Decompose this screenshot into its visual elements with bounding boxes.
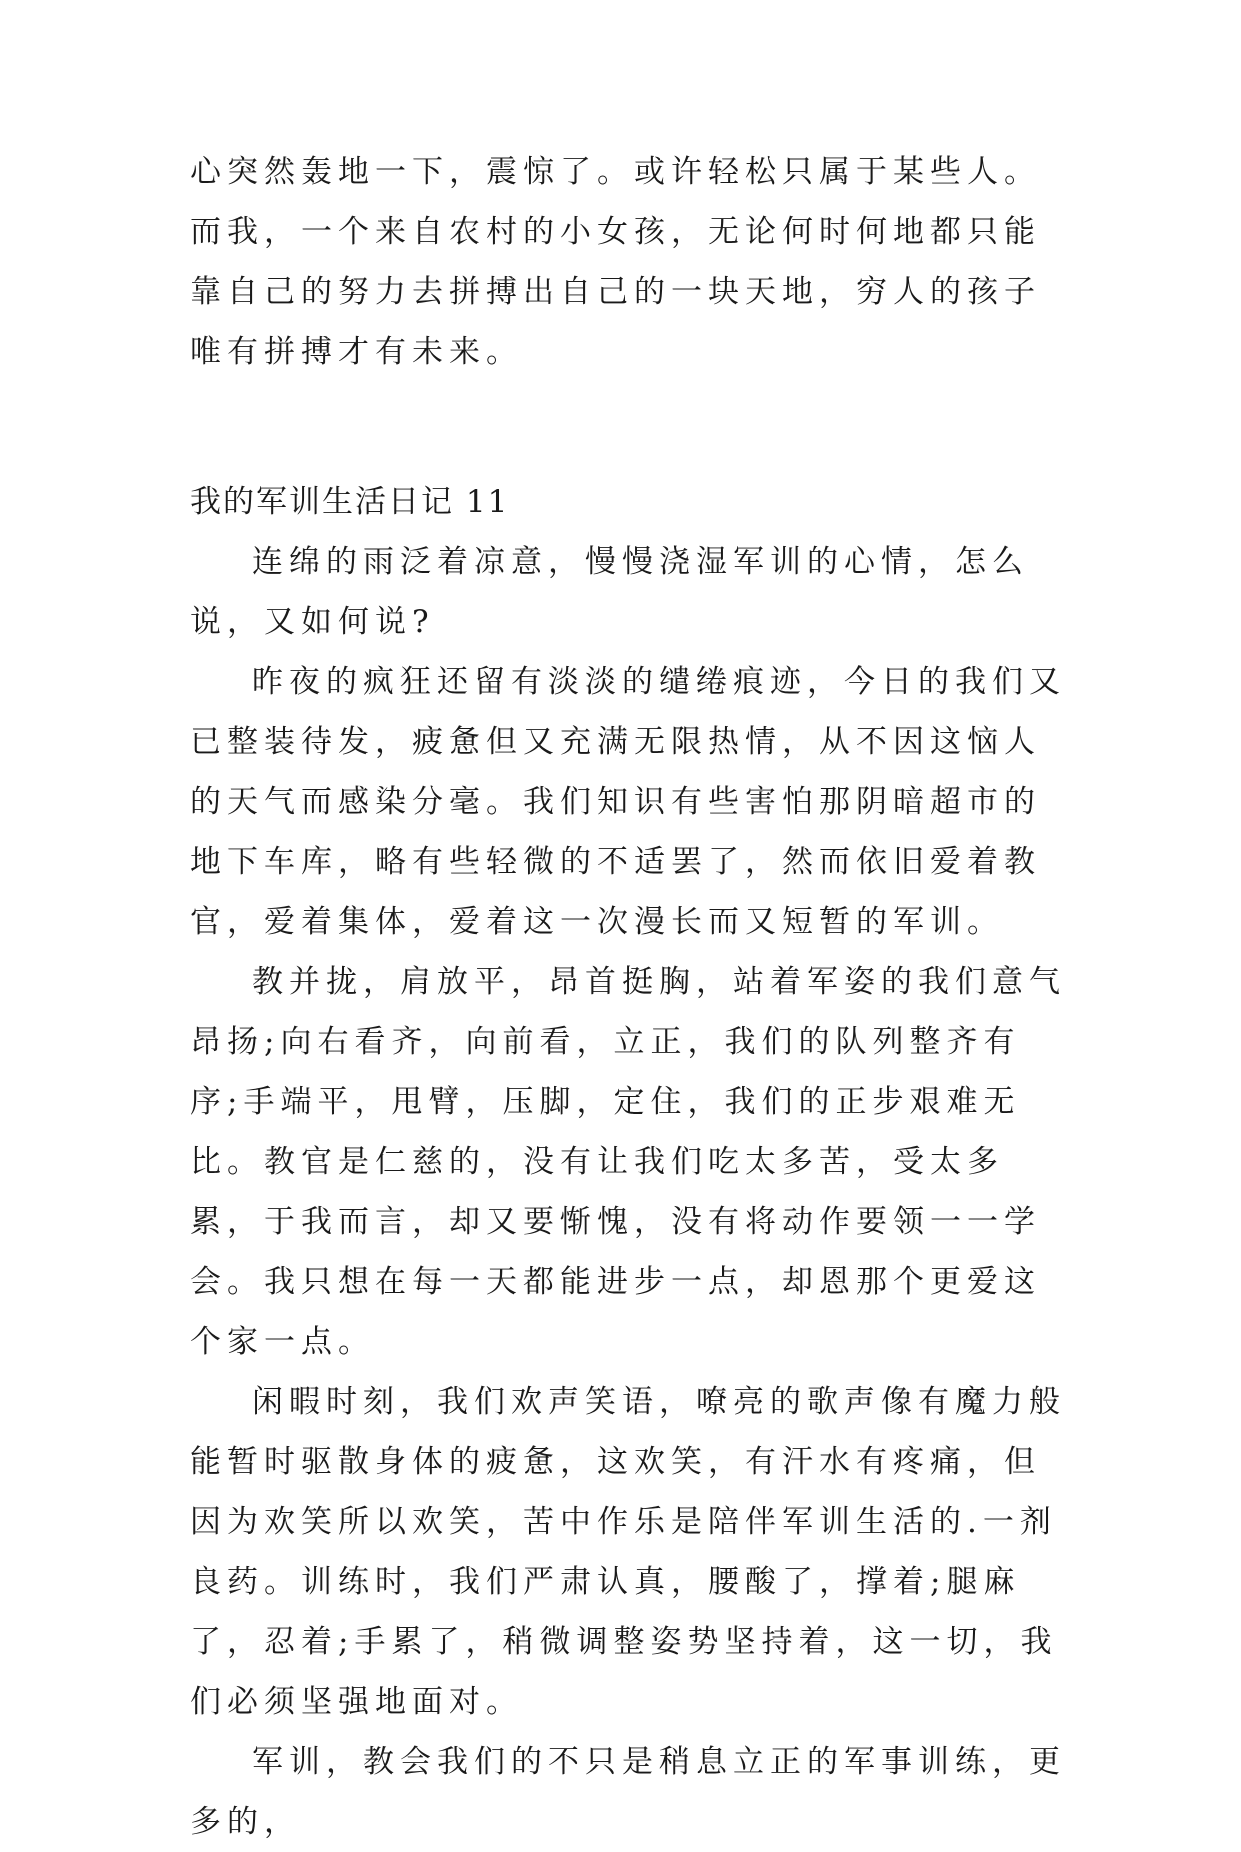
document-body xyxy=(190,142,1070,1852)
paragraph: 连绵的雨泛着凉意，慢慢浇湿军训的心情，怎么说，又如何说? xyxy=(190,544,1029,640)
intro-paragraph: 心突然轰地一下，震惊了。或许轻松只属于某些人。而我，一个来自农村的小女孩，无论何时何地都只能靠自己的努力去拼搏出自己的一块天地，穷人的孩子唯有拼搏才有未来。 xyxy=(190,154,1041,370)
section-title: 我的军训生活日记 11 xyxy=(190,484,510,520)
paragraph: 教并拢，肩放平，昂首挺胸，站着军姿的我们意气昂扬;向右看齐，向前看，立正，我们的队列整齐有序;手端平，甩臂，压脚，定住，我们的正步艰难无比。教官是仁慈的，没有让我们吃太多苦，受太多累，于我而言，却又要惭愧，没有将动作要领一一学会。我只想在每一天都能进步一点，却恩那个更爱这个家一点。 xyxy=(190,964,1066,1360)
paragraph: 闲暇时刻，我们欢声笑语，嘹亮的歌声像有魔力般能暂时驱散身体的疲惫，这欢笑，有汗水有疼痛，但因为欢笑所以欢笑，苦中作乐是陪伴军训生活的.一剂良药。训练时，我们严肃认真，腰酸了，撑着;腿麻了，忍着;手累了，稍微调整姿势坚持着，这一切，我们必须坚强地面对。 xyxy=(190,1384,1066,1720)
paragraph: 昨夜的疯狂还留有淡淡的缱绻痕迹，今日的我们又已整装待发，疲惫但又充满无限热情，从不因这恼人的天气而感染分毫。我们知识有些害怕那阴暗超市的地下车库，略有些轻微的不适罢了，然而依旧爱着教官，爱着集体，爱着这一次漫长而又短暂的军训。 xyxy=(190,664,1066,940)
section-spacer xyxy=(190,382,1070,472)
paragraph: 军训，教会我们的不只是稍息立正的军事训练，更多的， xyxy=(190,1744,1066,1840)
